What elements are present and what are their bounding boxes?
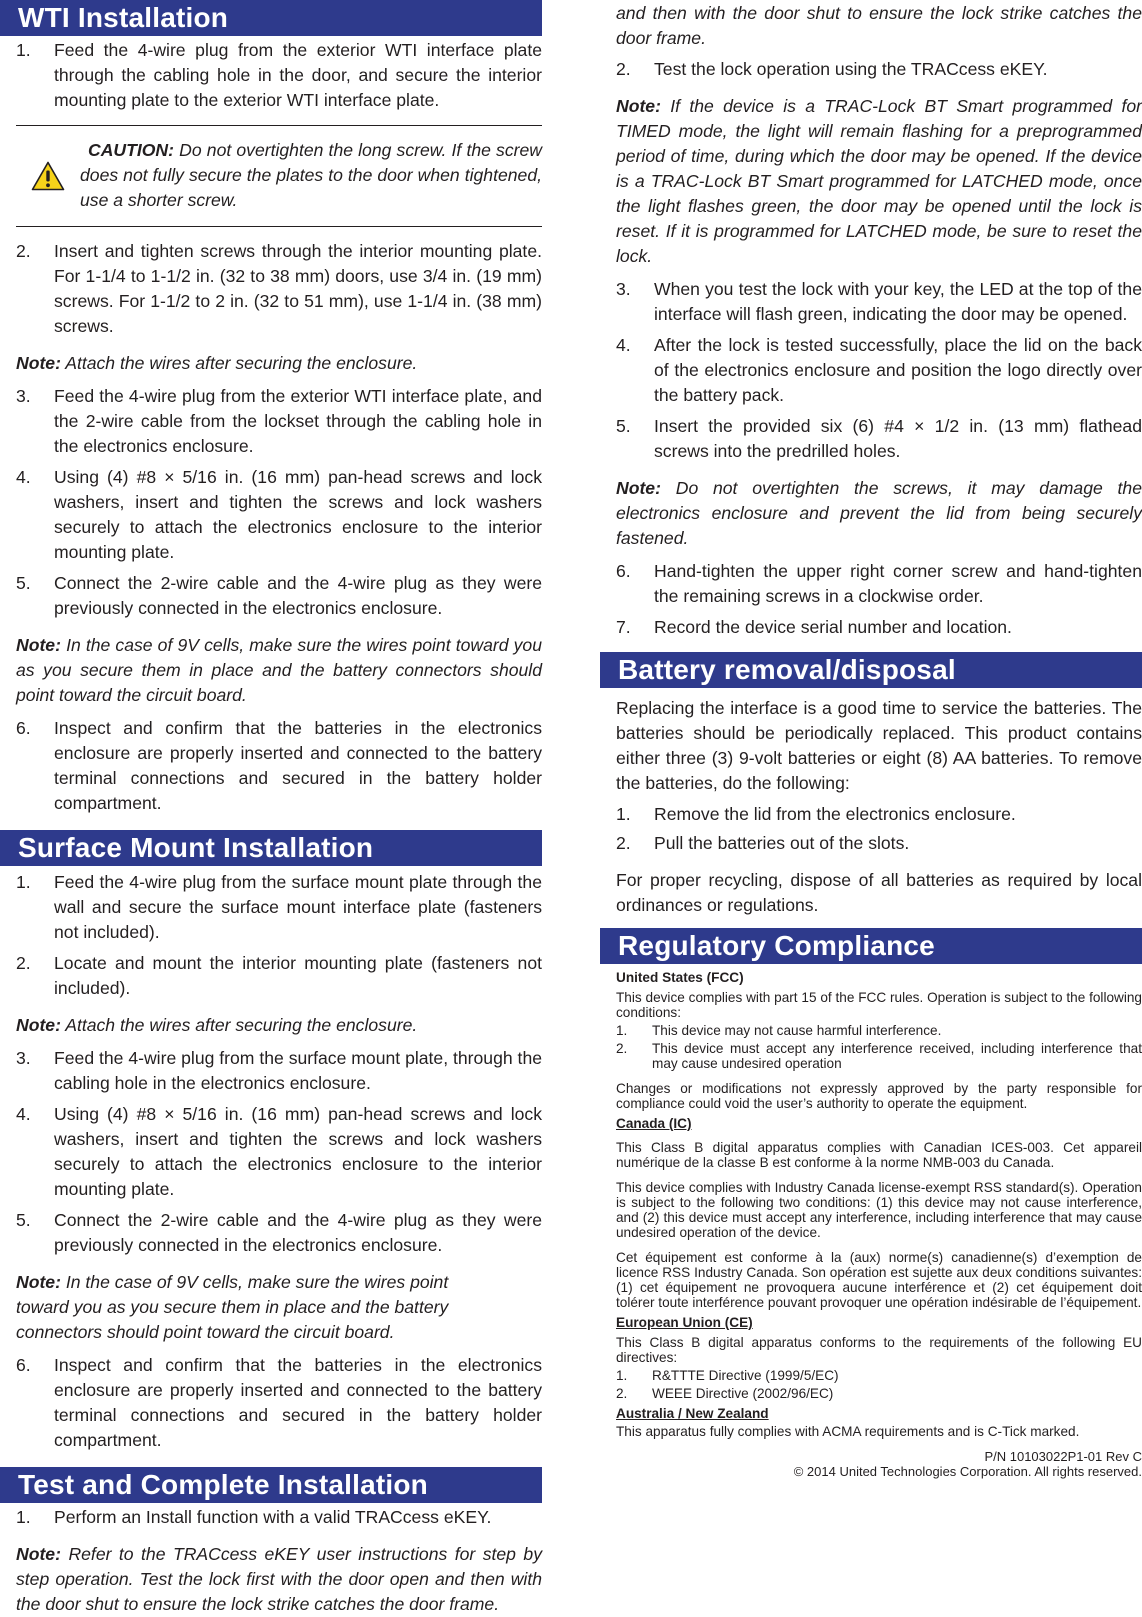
- left-column: [16, 0, 543, 1614]
- list-item: 3. Feed the 4-wire plug from the surface mount plate, through the cabling hole in the electronics enclosure.: [16, 1048, 543, 1093]
- list-item: 3. Feed the 4-wire plug from the exterior WTI interface plate, and the 2-wire cable from the lockset through the cabling hole in the electronics enclosure.: [16, 386, 542, 456]
- note: Note: Attach the wires after securing the enclosure.: [16, 353, 418, 373]
- list-item: 5. Connect the 2-wire cable and the 4-wire plug as they were previously connected in the electronics enclosure.: [16, 573, 542, 618]
- battery-outro: For proper recycling, dispose of all batteries as required by local ordinances or regulations.: [616, 870, 1142, 915]
- note: Note: In the case of 9V cells, make sure the wires point toward you as you secure them in place and the battery connectors should point toward the circuit board.: [16, 635, 542, 705]
- list-item: 2. Test the lock operation using the TRACcess eKEY.: [616, 59, 1048, 79]
- list-item: 1. R&TTTE Directive (1999/5/EC): [616, 1368, 839, 1383]
- right-column: and then with the door shut to ensure the lock strike catches the door frame. 2. Test the lock operation using the TRACcess eKEY. Note: If the device is a TRAC-Lock BT Smart programmed for TIMED mode, the light will remain flashing for a preprogrammed period of time, during which the door may be opened. If the device is a TRAC-Lock BT Smart programmed for LATCHED mode, once the light flashes green, the door may be opened until the lock is reset. If it is programmed for LATCHED mode, be sure to reset the lock. 3. When you test the lock with your key, the LED at the top of the interface will flash green, indicating the door may be opened. 4. After the lock is tested successfully, place the lid on the back of the electronics enclosure and position the logo directly over the battery pack. 5. Insert the provided six (6) #4 × 1/2 in. (13 mm) flathead screws into the predrilled holes. Note: Do not overtighten the screws, it may damage the electronics enclosure and prevent the lid from being securely fastened. 6. Hand-tighten the upper right corner screw and hand-tighten the remaining screws in a clockwise order. 7. Record the device serial number and location. Battery removal/disposal Replacing the interface is a good time to service the batteries. The batteries should be periodically replaced. This product contains either three (3) 9-volt batteries or eight (8) AA batteries. To remove the batteries, do the following: 1. Remove the lid from the electronics enclosure. 2. Pull the batteries out of the slots. For proper recycling, dispose of all batteries as required by local ordinances or regulations. Regulatory Compliance United States (FCC) This device complies with part 15 of the FCC rules. Operation is subject to the following conditions: 1. This device may not cause harmful interference. 2. This device must accept any interference received, including interference that may cause undesired operation Changes or modifications not expressly approved by the party responsible for compliance could void the user’s authority to operate the equipment. Canada (IC) This Class B digital apparatus complies with Canadian ICES-003. Cet appareil numérique de la classe B est conforme à la norme NMB-003 du Canada. This device complies with Industry Canada license-exempt RSS standard(s). Operation is subject to the following two conditions: (1) this device may not cause interference, and (2) this device must accept any interference, including interference that may cause undesired operation of the device. Cet équipement est conforme à la (aux) norme(s) canadienne(s) d’exemption de licence RSS Industry Canada. Son opération est sujette aux deux conditions suivantes: (1) cet équipement ne provoquera aucune interférence et (2) cet équipement doit tolérer toute interférence pouvant provoquer une opération indésirable de l’équipement. European Union (CE) This Class B digital apparatus conforms to the requirements of the following EU directives: 1. R&TTTE Directive (1999/5/EC) 2. WEEE Directive (2002/96/EC) Australia / New Zealand This apparatus fully complies with ACMA requirements and is C-Tick marked. P/N 10103022P1-01 Rev C © 2014 United Technologies Corporation. All rights reserved.: [600, 0, 1142, 1479]
- section-header-surface-mount: Surface Mount Installation: [0, 830, 542, 866]
- list-item: 2. Pull the batteries out of the slots.: [616, 833, 910, 853]
- heading-canada-ic: Canada (IC): [616, 1116, 692, 1131]
- list-item: 6. Hand-tighten the upper right corner screw and hand-tighten the remaining screws in a clockwise order.: [616, 561, 1142, 606]
- list-item: 6. Inspect and confirm that the batteries in the electronics enclosure are properly inserted and connected to the battery terminal connections and secured in the battery holder compartment.: [16, 1355, 542, 1450]
- part-number: P/N 10103022P1-01 Rev C: [984, 1449, 1142, 1464]
- list-item: 5. Connect the 2-wire cable and the 4-wire plug as they were previously connected in the electronics enclosure.: [16, 1210, 542, 1255]
- copyright: © 2014 United Technologies Corporation. All rights reserved.: [793, 1464, 1142, 1479]
- note: Note: Do not overtighten the screws, it may damage the electronics enclosure and prevent the lid from being securely fastened.: [616, 478, 1142, 548]
- list-item: 2. This device must accept any interference received, including interference that may cause undesired operation: [616, 1041, 1142, 1071]
- list-item: 1. Feed the 4-wire plug from the exterior WTI interface plate through the cabling hole in the door, and secure the interior mounting plate to the exterior WTI interface plate.: [16, 40, 542, 110]
- note-continued-text: and then with the door shut to ensure the lock strike catches the door frame.: [616, 3, 1142, 48]
- heading-us-fcc: United States (FCC): [616, 970, 744, 985]
- list-item: 2. Insert and tighten screws through the interior mounting plate. For 1-1/4 to 1-1/2 in. (32 to 38 mm) doors, use 3/4 in. (19 mm) screws. For 1-1/2 to 2 in. (32 to 51 mm), use 1-1/4 in. (38 mm) screws.: [16, 241, 542, 336]
- section-header-wti: WTI Installation: [0, 0, 542, 36]
- section-header-regulatory: Regulatory Compliance: [600, 928, 1142, 964]
- list-item: 3. When you test the lock with your key, the LED at the top of the interface will flash green, indicating the door may be opened.: [616, 279, 1142, 324]
- list-item: 2. Locate and mount the interior mounting plate (fasteners not included).: [16, 953, 542, 998]
- note: Note: In the case of 9V cells, make sure the wires point toward you as you secure them in place and the battery connectors should point toward the circuit board.: [16, 1272, 449, 1342]
- list-item: 5. Insert the provided six (6) #4 × 1/2 in. (13 mm) flathead screws into the predrilled holes.: [616, 416, 1142, 461]
- list-item: 4. After the lock is tested successfully, place the lid on the back of the electronics enclosure and position the logo directly over the battery pack.: [616, 335, 1142, 405]
- list-item: 6. Inspect and confirm that the batteries in the electronics enclosure are properly inserted and connected to the battery terminal connections and secured in the battery holder compartment.: [16, 718, 542, 813]
- caution-label: CAUTION:: [88, 140, 175, 160]
- heading-eu-ce: European Union (CE): [616, 1315, 753, 1330]
- footer: [616, 1449, 1142, 1479]
- list-item: 1. Feed the 4-wire plug from the surface mount plate through the wall and secure the surface mount interface plate (fasteners not included).: [16, 872, 542, 942]
- note-continued: [600, 1, 1142, 51]
- section-header-battery: Battery removal/disposal: [600, 652, 1142, 688]
- caution-box: [16, 125, 542, 227]
- warning-triangle-icon: [16, 161, 80, 191]
- section-header-test-complete: Test and Complete Installation: [0, 1467, 542, 1503]
- list-item: 1. Remove the lid from the electronics enclosure.: [616, 804, 1016, 824]
- heading-australia-nz: Australia / New Zealand: [616, 1406, 769, 1421]
- list-item: 1. This device may not cause harmful interference.: [616, 1023, 942, 1038]
- note: Note: Refer to the TRACcess eKEY user instructions for step by step operation. Test the lock first with the door open and then with the door shut to ensure the lock strike catches the door frame.: [16, 1544, 543, 1614]
- list-item: 1. Perform an Install function with a valid TRACcess eKEY.: [16, 1507, 492, 1527]
- list-item: 4. Using (4) #8 × 5/16 in. (16 mm) pan-head screws and lock washers, insert and tighten the screws and lock washers securely to attach the electronics enclosure to the interior mounting plate.: [16, 467, 542, 562]
- list-item: 7. Record the device serial number and location.: [616, 617, 1012, 637]
- battery-intro: Replacing the interface is a good time to service the batteries. The batteries should be periodically replaced. This product contains either three (3) 9-volt batteries or eight (8) AA batteries. To remove the batteries, do the following:: [616, 698, 1142, 793]
- list-item: 4. Using (4) #8 × 5/16 in. (16 mm) pan-head screws and lock washers, insert and tighten the screws and lock washers securely to attach the electronics enclosure to the interior mounting plate.: [16, 1104, 542, 1199]
- note: Note: Attach the wires after securing the enclosure.: [16, 1015, 418, 1035]
- note: Note: If the device is a TRAC-Lock BT Smart programmed for TIMED mode, the light will remain flashing for a preprogrammed period of time, during which the door may be opened. If the device is a TRAC-Lock BT Smart programmed for LATCHED mode, once the light flashes green, the door may be opened until the lock is reset. If it is programmed for LATCHED mode, be sure to reset the lock.: [616, 96, 1142, 266]
- caution-text: CAUTION: Do not overtighten the long screw. If the screw does not fully secure the plates to the door when tightened, use a shorter screw.: [80, 140, 542, 210]
- list-item: 2. WEEE Directive (2002/96/EC): [616, 1386, 834, 1401]
